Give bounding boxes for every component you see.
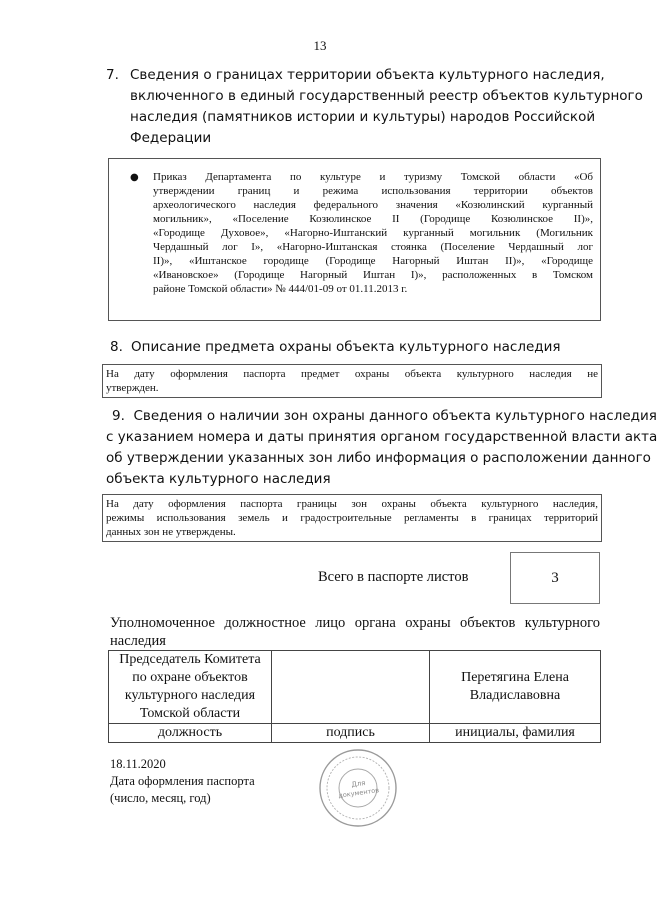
official-heading-line: наследия [110,633,166,649]
position-line: культурного наследия [124,688,256,703]
total-sheets-label: Всего в паспорте листов [318,569,469,585]
position-line: Томской области [139,706,241,721]
official-heading [110,614,600,650]
section-8-number: 8. [110,339,123,355]
section-7-box-line: «Городище Духовое», «Нагорно-Иштанский курганный могильник (Могильник [153,227,593,239]
section-9-heading [106,406,657,490]
section-7-box-line: районе Томской области» № 444/01-09 от 01.11.2013 г. [153,283,408,295]
total-sheets-box [510,552,600,604]
section-7-box-line: Приказ Департамента по культуре и туризму Томской области «Об [153,171,593,183]
section-7-box-line: II)», «Иштанское городище (Городище Нагорный Иштан II)», «Городище [153,255,593,267]
section-9-box-line: режимы использования земель и градостроительные регламенты в границах территорий [106,512,598,524]
section-9-heading-line: с указанием номера и даты принятия органом государственной власти акта [106,429,657,445]
section-7-heading [130,65,643,149]
section-7-box-line: могильник», «Поселение Козюлинское II (Городище Козюлинское II)», [153,213,593,225]
section-7-box-line: «Ивановское» (Городище Нагорный Иштан I)», расположенных в Томском [153,269,593,281]
section-9-heading-line: об утверждении указанных зон либо информация о расположении данного [106,450,651,466]
signature-cell [272,651,430,724]
section-9-box-line: На дату оформления паспорта границы зон охраны объекта культурного наследия, [106,498,598,510]
section-7-box-text [153,170,593,296]
col-label-position: должность [109,724,272,743]
section-7-box-line: Чердашный лог I», «Нагорно-Иштанская стоянка (Поселение Чердашный лог [153,241,593,253]
name-line: Владиславовна [469,688,561,703]
col-label-signature: подпись [272,724,430,743]
section-9-number: 9. [112,408,125,424]
stamp-center-line: документов [337,786,380,800]
total-sheets-value: 3 [551,570,559,586]
section-9-box-text [106,497,598,539]
position-line: Председатель Комитета [119,652,261,667]
page-number: 13 [313,38,327,53]
section-7-box-line: археологического наследия федерального значения «Козюлинский курганный [153,199,593,211]
name-line: Перетягина Елена [461,670,569,685]
section-9-heading-line [106,406,657,427]
section-7-heading-line: наследия (памятников истории и культуры) народов Российской [130,109,596,125]
section-8-box-text [106,367,598,395]
footer-block [110,756,255,807]
section-7-number: 7. [106,67,119,83]
passport-date-hint: (число, месяц, год) [110,791,211,805]
passport-date: 18.11.2020 [110,757,166,771]
signature-table [108,650,601,743]
position-line: по охране объектов [132,670,248,685]
stamp-seal [318,748,398,828]
section-8-heading: Описание предмета охраны объекта культурного наследия [131,339,561,355]
section-9-box-line: данных зон не утверждены. [106,526,236,538]
section-7-box-line: утверждении границ и режима использования территории объектов [153,185,593,197]
section-9-heading-line: объекта культурного наследия [106,471,331,487]
position-cell [109,651,272,724]
stamp-center-line: Для [350,778,366,789]
section-7-heading-line: Сведения о границах территории объекта культурного наследия, [130,67,605,83]
section-7-heading-line: Федерации [130,130,212,146]
section-8-box-line: На дату оформления паспорта предмет охраны объекта культурного наследия не [106,368,598,380]
section-9-heading-line-text: Сведения о наличии зон охраны данного объекта культурного наследия [133,408,657,424]
name-cell [430,651,601,724]
official-heading-line: Уполномоченное должностное лицо органа охраны объектов культурного [110,615,600,631]
passport-date-label: Дата оформления паспорта [110,774,255,788]
section-7-heading-line: включенного в единый государственный реестр объектов культурного [130,88,643,104]
section-8-box-line: утвержден. [106,382,159,394]
bullet-icon: ● [130,172,139,183]
col-label-name: инициалы, фамилия [430,724,601,743]
